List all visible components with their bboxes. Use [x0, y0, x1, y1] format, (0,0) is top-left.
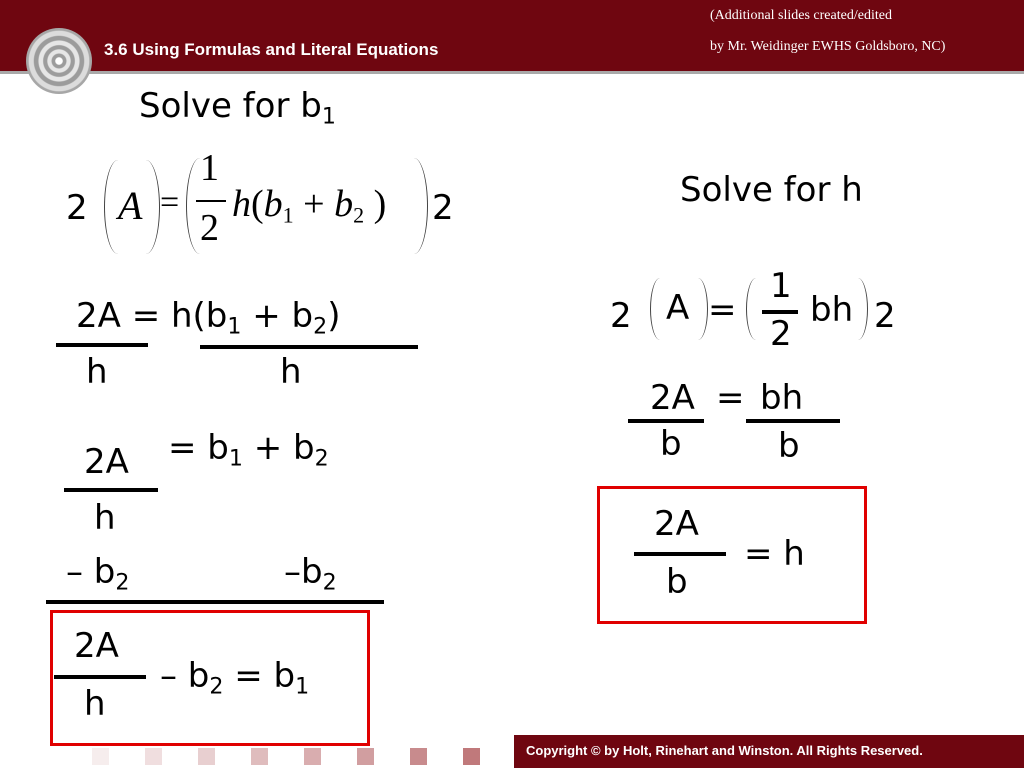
left-answer-den: h: [84, 684, 106, 724]
left-eq1-expression: $h(b_1 + b_2$ ): [232, 183, 387, 228]
left-eq1-frac-num: 1: [200, 147, 219, 189]
left-eq1-equals: =: [160, 184, 180, 221]
left-eq1-frac-den: 2: [200, 207, 219, 249]
left-eq2-den-right: h: [280, 352, 302, 392]
credit-line-2: by Mr. Weidinger EWHS Goldsboro, NC): [710, 39, 946, 54]
left-eq4-bar: [46, 600, 384, 604]
left-answer-num: 2A: [74, 626, 119, 666]
left-answer-bar: [54, 675, 146, 679]
copyright-text: Copyright © by Holt, Rinehart and Winston. All Rights Reserved.: [526, 743, 923, 758]
footer-square: [463, 748, 480, 765]
right-eq2-rhs: bh: [760, 378, 804, 418]
right-answer-rhs: = h: [744, 534, 805, 574]
footer-square: [357, 748, 374, 765]
left-eq1-A: A: [118, 183, 143, 228]
left-eq1-mult-left: 2: [66, 188, 88, 228]
right-eq1-equals: =: [708, 290, 737, 330]
right-eq2-lhs: 2A: [650, 378, 695, 418]
right-eq1-mult-right: 2: [874, 296, 896, 336]
right-answer-den: b: [666, 562, 688, 602]
right-eq2-den-left: b: [660, 424, 682, 464]
copyright-bar: [514, 735, 1024, 768]
right-eq1-mult-left: 2: [610, 296, 632, 336]
right-eq2-bar-left: [628, 419, 704, 423]
logo-icon: [26, 28, 92, 94]
left-answer-rhs: – $b_2 = b_1$: [160, 656, 310, 700]
section-title: 3.6 Using Formulas and Literal Equations: [104, 40, 439, 59]
right-eq1-A: A: [666, 288, 690, 328]
left-eq3-num: 2A: [84, 442, 129, 482]
footer-square: [198, 748, 215, 765]
right-heading: Solve for h: [680, 170, 863, 210]
footer-square: [251, 748, 268, 765]
left-eq1-frac-bar: [196, 200, 226, 202]
left-heading: Solve for $b_1$: [139, 86, 336, 130]
footer-square: [145, 748, 162, 765]
left-eq4-minus-left: – $b_2$: [66, 552, 130, 596]
left-eq2-bar-left: [56, 343, 148, 347]
credit-line-1: (Additional slides created/edited: [710, 8, 892, 23]
left-eq4-minus-right: $-b_2$: [284, 552, 337, 596]
right-eq1-frac-num: 1: [770, 266, 792, 306]
left-eq2: $2A = h(b_1 + b_2)$: [76, 296, 341, 340]
left-eq3-rhs: = $b_1 + b_2$: [168, 428, 329, 472]
right-eq1-frac-den: 2: [770, 314, 792, 354]
right-answer-num: 2A: [654, 504, 699, 544]
left-eq1-mult-right: 2: [432, 188, 454, 228]
right-answer-bar: [634, 552, 726, 556]
footer-square: [304, 748, 321, 765]
right-eq1-bh: bh: [810, 290, 854, 330]
left-eq2-den-left: h: [86, 352, 108, 392]
left-eq3-den: h: [94, 498, 116, 538]
right-eq2-den-right: b: [778, 426, 800, 466]
right-eq2-bar-right: [746, 419, 840, 423]
header-divider: [0, 71, 1024, 74]
right-eq2-equals: =: [716, 378, 745, 418]
footer-square: [410, 748, 427, 765]
left-eq2-bar-right: [200, 345, 418, 349]
footer-square: [92, 748, 109, 765]
left-eq3-bar: [64, 488, 158, 492]
